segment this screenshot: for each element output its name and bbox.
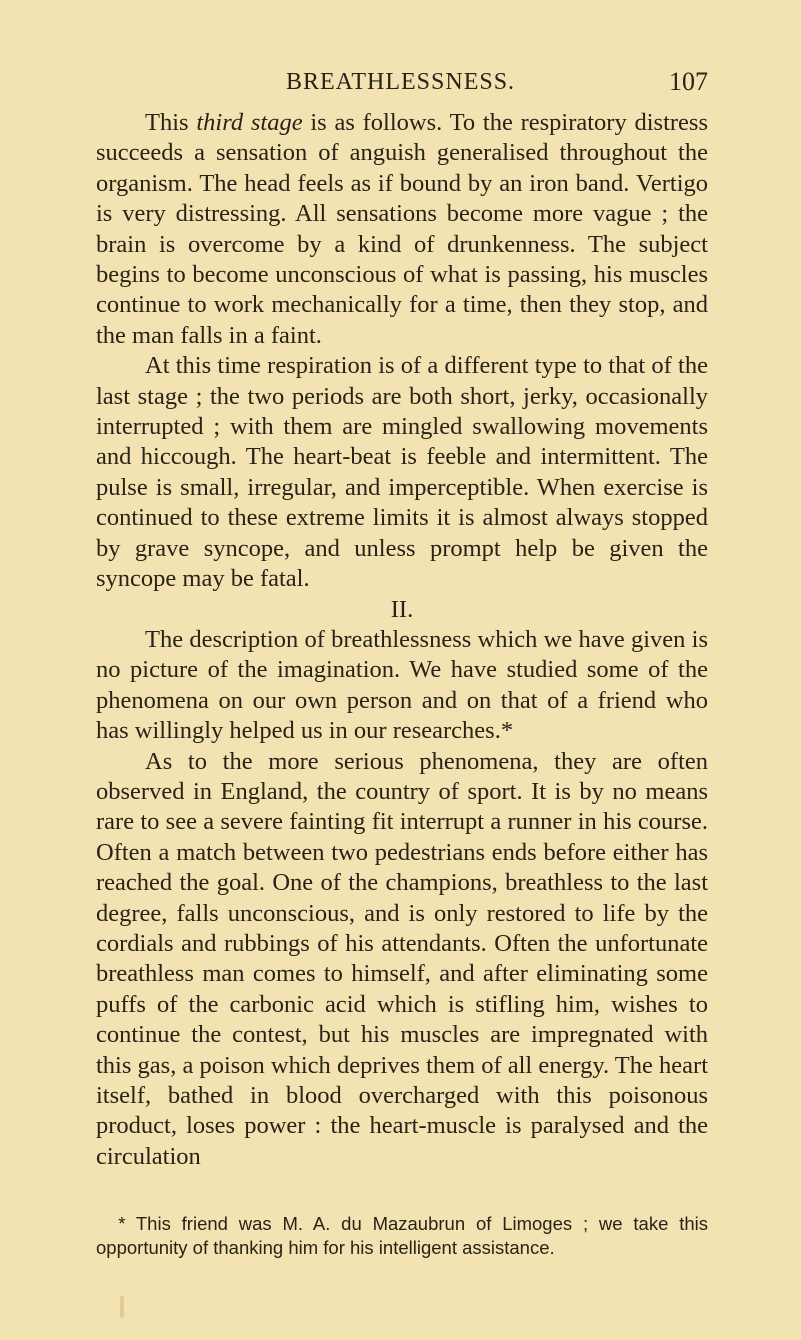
footnote-text: * This friend was M. A. du Mazaubrun of Limoges ; we take this opportunity of thanking him for his intelligent assistance. — [96, 1213, 708, 1258]
footnote — [96, 1212, 708, 1260]
body-text — [96, 108, 708, 1172]
paragraph-description: The description of breathlessness which we have given is no picture of the imagination. We have studied some of the phenomena on our own person and on that of a friend who has willingly helped us in our researches.* — [96, 625, 708, 745]
running-head — [96, 62, 708, 102]
section-number: II. — [390, 595, 414, 623]
paragraph-continuation: is as follows. To the respiratory distress succeeds a sensation of anguish generalised throughout the organism. The head feels as if bound by an iron band. Vertigo is very distressing. All sensations become more vague ; the brain is overcome by a kind of drunkenness. The subject begins to become unconscious of what is passing, his muscles continue to work mechanically for a time, then they stop, and the man falls in a faint. — [96, 109, 708, 349]
paragraph-serious-phenomena: As to the more serious phenomena, they are often observed in England, the country of sport. It is by no means rare to see a severe fainting fit interrupt a runner in his course. Often a match between two pedestrians ends before either has reached the goal. One of the champions, breathless to the last degree, falls unconscious, and is only restored to life by the cordials and rubbings of his attendants. Often the unfortunate breathless man comes to himself, and after eliminating some puffs of the carbonic acid which is stifling him, wishes to continue the contest, but his muscles are impregnated with this gas, a poison which deprives them of all energy. The heart itself, bathed in blood overcharged with this poisonous product, loses power : the heart-muscle is paralysed and the circulation — [96, 747, 708, 1170]
italic-term: third stage — [196, 109, 303, 136]
paragraph-lead-in: This — [145, 109, 197, 136]
paper-speck — [120, 1296, 124, 1318]
paragraph-respiration: At this time respiration is of a different type to that of the last stage ; the two periods are both short, jerky, occasionally interrupted ; with them are mingled swallowing movements and hiccough. The heart-beat is feeble and intermittent. The pulse is small, irregular, and imperceptible. When exercise is continued to these extreme limits it is almost always stopped by grave syncope, and unless prompt help be given the syncope may be fatal. — [96, 352, 708, 593]
paragraph-third-stage — [96, 108, 708, 351]
running-title: BREATHLESSNESS. — [286, 69, 516, 95]
page-number: 107 — [669, 67, 708, 96]
